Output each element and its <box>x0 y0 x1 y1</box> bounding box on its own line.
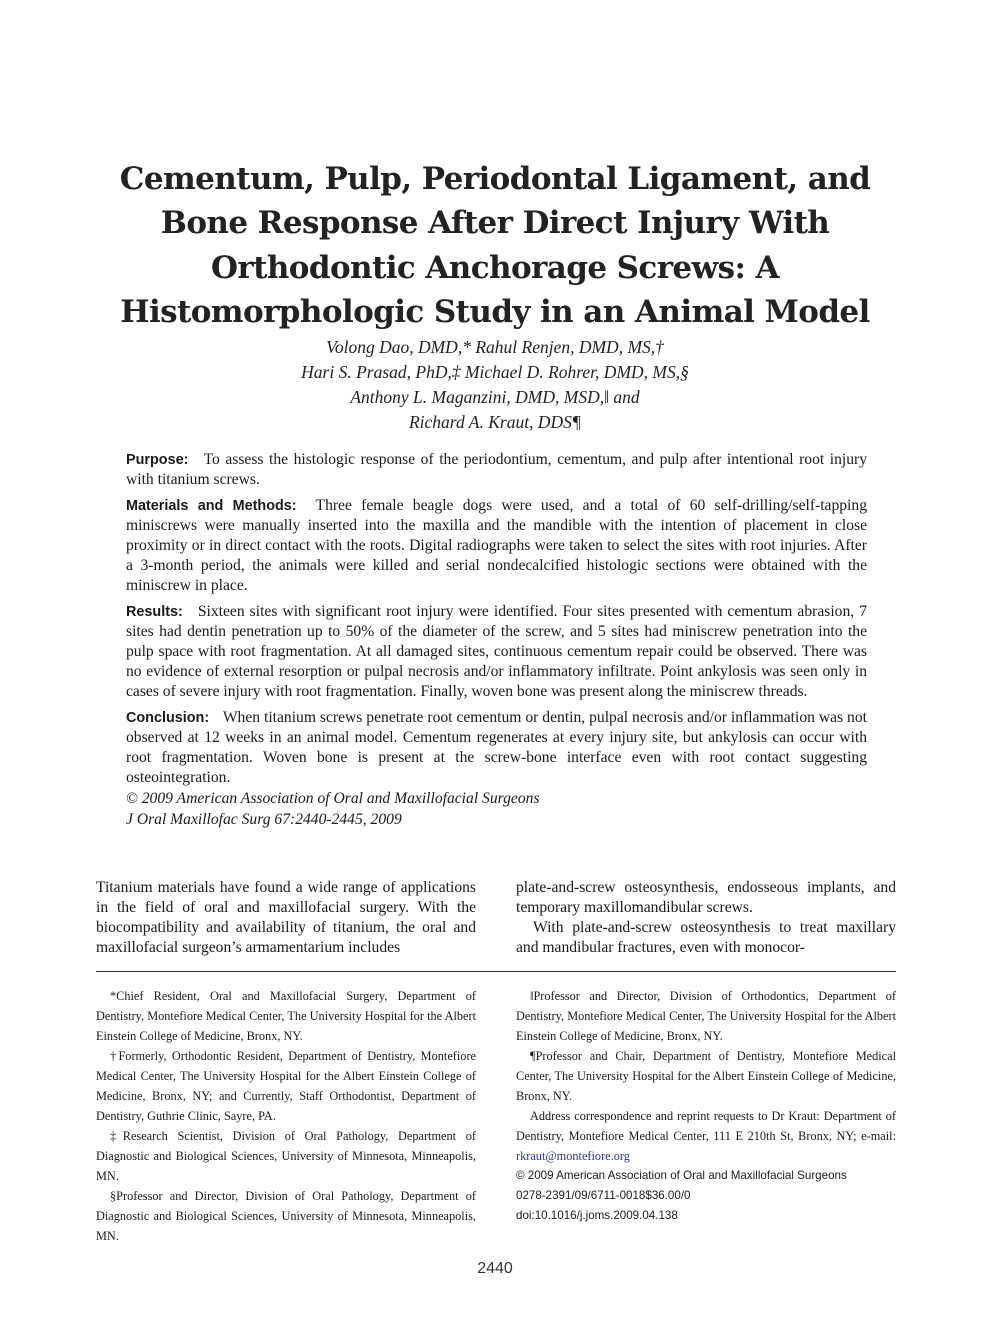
abstract <box>126 450 867 830</box>
abstract-conclusion <box>126 708 867 788</box>
author-line: Anthony L. Maganzini, DMD, MSD,‖ and <box>350 387 640 407</box>
footnotes-right <box>516 986 896 1226</box>
address-text: Address correspondence and reprint requests to Dr Kraut: Department of Dentistry, Montefiore Medical Center, 111 E 210th St, Bronx, NY; e-mail: <box>516 1109 896 1143</box>
author-line: Hari S. Prasad, PhD,‡ Michael D. Rohrer, DMD, MS,§ <box>301 362 689 382</box>
purpose-text: To assess the histologic response of the periodontium, cementum, and pulp after intentional root injury with titanium screws. <box>126 451 868 488</box>
results-label: Results: <box>126 604 183 620</box>
body-paragraph: Titanium materials have found a wide range of applications in the field of oral and maxillofacial surgery. With the biocompatibility and availability of titanium, the oral and maxillofacial surgeon’s armamentarium includes <box>96 879 476 956</box>
correspondence-address <box>516 1106 896 1166</box>
body-paragraph: plate-and-screw osteosynthesis, endosseous implants, and temporary maxillomandibular screws. <box>516 879 896 916</box>
conclusion-label: Conclusion: <box>126 710 210 726</box>
results-text: Sixteen sites with significant root injury were identified. Four sites presented with cementum abrasion, 7 sites had dentin penetration up to 50% of the diameter of the screw, and 5 sites had miniscrew penetration into the pulp space with root fragmentation. At all damaged sites, continuous cementum repair could be observed. There was no evidence of external resorption or pulpal necrosis and/or inflammatory infiltrate. Point ankylosis was seen only in cases of severe injury with root fragmentation. Finally, woven bone was present along the miniscrew threads. <box>126 603 867 700</box>
title-line: Histomorphologic Study in an Animal Model <box>120 294 870 331</box>
footnote: ‖Professor and Director, Division of Orthodontics, Department of Dentistry, Montefiore Medical Center, The University Hospital for the Albert Einstein College of Medicine, Bronx, NY. <box>516 989 896 1043</box>
page-number: 2440 <box>477 1260 513 1277</box>
abstract-methods <box>126 496 867 596</box>
abstract-copyright: © 2009 American Association of Oral and Maxillofacial Surgeons <box>126 790 540 807</box>
footnote: ¶Professor and Chair, Department of Dentistry, Montefiore Medical Center, The University Hospital for the Albert Einstein College of Medicine, Bronx, NY. <box>516 1049 896 1103</box>
methods-text: Three female beagle dogs were used, and a total of 60 self-drilling/self-tapping miniscrews were manually inserted into the maxilla and the mandible with the intention of placement in close proximity or in direct contact with the roots. Digital radiographs were taken to select the sites with root injuries. After a 3-month period, the animals were killed and serial nondecalcified histologic sections were obtained with the miniscrew in place. <box>126 497 867 594</box>
doi: doi:10.1016/j.joms.2009.04.138 <box>516 1209 678 1222</box>
purpose-label: Purpose: <box>126 452 189 468</box>
footnote: †Formerly, Orthodontic Resident, Department of Dentistry, Montefiore Medical Center, The University Hospital for the Albert Einstein College of Medicine, Bronx, NY; and Currently, Staff Orthodontist, Department of Dentistry, Guthrie Clinic, Sayre, PA. <box>96 1049 476 1123</box>
issn: 0278-2391/09/6711-0018$36.00/0 <box>516 1189 691 1202</box>
author-line: Richard A. Kraut, DDS¶ <box>408 412 581 432</box>
title-line: Cementum, Pulp, Periodontal Ligament, and <box>119 160 871 197</box>
methods-label: Materials and Methods: <box>126 498 297 514</box>
conclusion-text: When titanium screws penetrate root cementum or dentin, pulpal necrosis and/or inflammation was not observed at 12 weeks in an animal model. Cementum regenerates at every injury site, but ankylosis can occur with root fragmentation. Woven bone is present at the screw-bone interface even with root contact suggesting osteointegration. <box>126 709 867 786</box>
journal-reference: J Oral Maxillofac Surg 67:2440-2445, 2009 <box>126 811 402 828</box>
footnote-copyright: © 2009 American Association of Oral and Maxillofacial Surgeons <box>516 1169 847 1182</box>
title-line: Orthodontic Anchorage Screws: A <box>211 249 779 286</box>
footnote: *Chief Resident, Oral and Maxillofacial Surgery, Department of Dentistry, Montefiore Medical Center, The University Hospital for the Albert Einstein College of Medicine, Bronx, NY. <box>96 989 476 1043</box>
footnote: ‡Research Scientist, Division of Oral Pathology, Department of Diagnostic and Biological Sciences, University of Minnesota, Minneapolis, MN. <box>96 1129 476 1183</box>
abstract-purpose <box>126 450 867 490</box>
author-line: Volong Dao, DMD,* Rahul Renjen, DMD, MS,† <box>326 337 664 357</box>
email-link[interactable]: rkraut@montefiore.org <box>516 1149 630 1163</box>
abstract-results <box>126 602 867 702</box>
author-list <box>150 335 840 435</box>
footnote-divider <box>96 971 896 972</box>
body-column-right <box>516 878 896 958</box>
footnotes-left <box>96 986 476 1246</box>
footnote: §Professor and Director, Division of Oral Pathology, Department of Diagnostic and Biological Sciences, University of Minnesota, Minneapolis, MN. <box>96 1189 476 1243</box>
article-title <box>110 157 880 335</box>
body-paragraph: With plate-and-screw osteosynthesis to treat maxillary and mandibular fractures, even with monocor- <box>516 919 896 956</box>
body-column-left <box>96 878 476 958</box>
title-line: Bone Response After Direct Injury With <box>160 205 830 242</box>
